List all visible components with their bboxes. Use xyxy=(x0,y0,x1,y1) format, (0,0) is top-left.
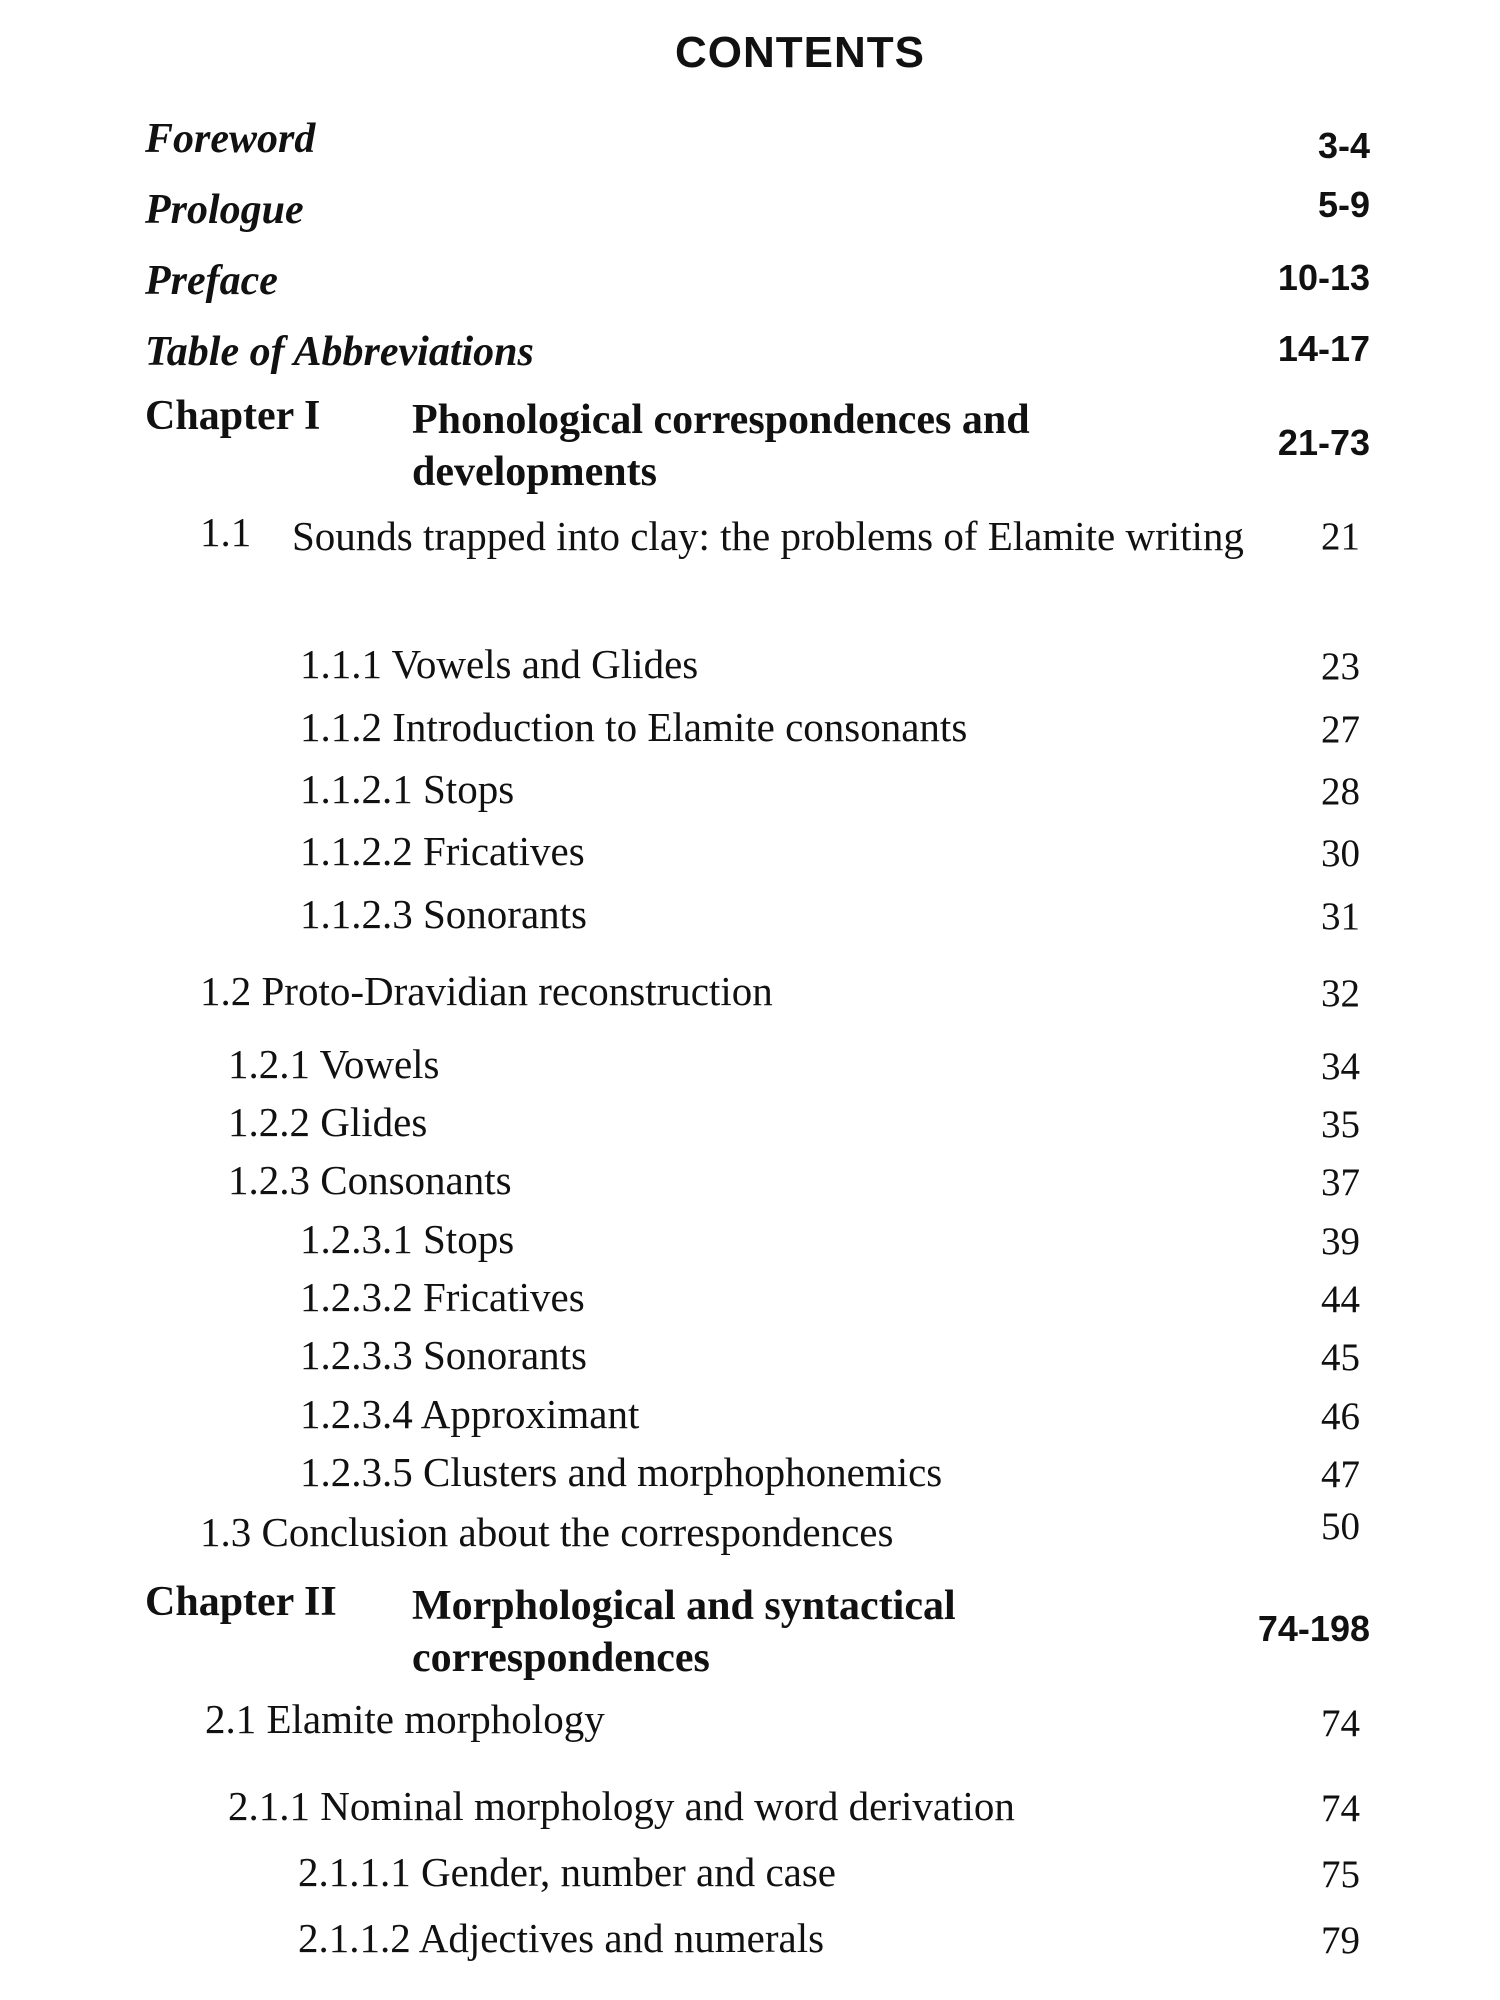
toc-page-number: 37 xyxy=(1321,1161,1360,1204)
toc-entry-title: 2.1.1 Nominal morphology and word derivation xyxy=(228,1783,1015,1829)
toc-page-number: 27 xyxy=(1321,708,1360,751)
toc-page-range: 10-13 xyxy=(1277,257,1370,298)
toc-entry-title: 1.1.2.2 Fricatives xyxy=(300,828,585,874)
toc-page-number: 75 xyxy=(1321,1853,1360,1896)
chapter-page-range: 21-73 xyxy=(1277,422,1370,463)
toc-entry-title: Prologue xyxy=(145,187,304,233)
toc-page-number: 74 xyxy=(1321,1787,1360,1830)
toc-entry-title: 1.2.3.1 Stops xyxy=(300,1216,515,1262)
toc-page-number: 31 xyxy=(1321,895,1360,938)
toc-entry-number: 1.1 xyxy=(200,509,252,555)
chapter-title: Phonological correspondences and developments xyxy=(412,397,1030,495)
toc-entry-title: 1.3 Conclusion about the correspondences xyxy=(200,1509,894,1555)
toc-entry-title: 1.2.3.3 Sonorants xyxy=(300,1332,587,1378)
toc-entry-title: 1.2.3.5 Clusters and morphophonemics xyxy=(300,1449,943,1495)
toc-entry-title: 1.2.2 Glides xyxy=(228,1099,428,1145)
toc-page-number: 28 xyxy=(1321,770,1360,813)
toc-page-number: 46 xyxy=(1321,1395,1360,1438)
chapter-title: Morphological and syntactical correspondences xyxy=(412,1583,956,1681)
toc-page-number: 39 xyxy=(1321,1220,1360,1263)
toc-page-number: 35 xyxy=(1321,1103,1360,1146)
toc-page-number: 50 xyxy=(1321,1505,1360,1548)
toc-entry-title: 1.2.3.2 Fricatives xyxy=(300,1274,585,1320)
toc-entry-title: Foreword xyxy=(145,116,316,162)
toc-page-number: 34 xyxy=(1321,1045,1360,1088)
toc-entry-title: 1.1.2 Introduction to Elamite consonants xyxy=(300,704,968,750)
toc-page-number: 79 xyxy=(1321,1919,1360,1962)
toc-entry-title: 1.2 Proto-Dravidian reconstruction xyxy=(200,968,773,1014)
toc-page-number: 47 xyxy=(1321,1453,1360,1496)
toc-page-number: 74 xyxy=(1321,1702,1360,1745)
toc-page-range: 5-9 xyxy=(1317,184,1370,225)
toc-page-number: 30 xyxy=(1321,832,1360,875)
toc-page-range: 3-4 xyxy=(1317,125,1370,166)
toc-entry-title: Sounds trapped into clay: the problems of Elamite writing xyxy=(292,513,1244,559)
toc-entry-title: 1.1.1 Vowels and Glides xyxy=(300,641,699,687)
toc-entry-title: 1.2.1 Vowels xyxy=(228,1041,440,1087)
chapter-label: Chapter I xyxy=(145,393,321,439)
toc-entry-title: 1.2.3 Consonants xyxy=(228,1157,512,1203)
toc-page-range: 14-17 xyxy=(1277,328,1370,369)
toc-entry-title: Table of Abbreviations xyxy=(145,329,534,375)
toc-page-number: 21 xyxy=(1321,515,1360,558)
toc-entry-title: 2.1 Elamite morphology xyxy=(205,1696,605,1742)
toc-entry-title: 1.2.3.4 Approximant xyxy=(300,1391,640,1437)
toc-page-number: 23 xyxy=(1321,645,1360,688)
toc-page-number: 32 xyxy=(1321,972,1360,1015)
chapter-page-range: 74-198 xyxy=(1257,1608,1370,1649)
toc-entry-title: 1.1.2.3 Sonorants xyxy=(300,891,587,937)
toc-entry-title: 2.1.1.1 Gender, number and case xyxy=(298,1849,837,1895)
toc-entry-title: Preface xyxy=(145,258,278,304)
toc-entry-title: 1.1.2.1 Stops xyxy=(300,766,515,812)
toc-page-number: 45 xyxy=(1321,1336,1360,1379)
page-title: CONTENTS xyxy=(675,28,925,77)
chapter-label: Chapter II xyxy=(145,1579,337,1625)
toc-page-number: 44 xyxy=(1321,1278,1360,1321)
toc-entry-title: 2.1.1.2 Adjectives and numerals xyxy=(298,1915,825,1961)
